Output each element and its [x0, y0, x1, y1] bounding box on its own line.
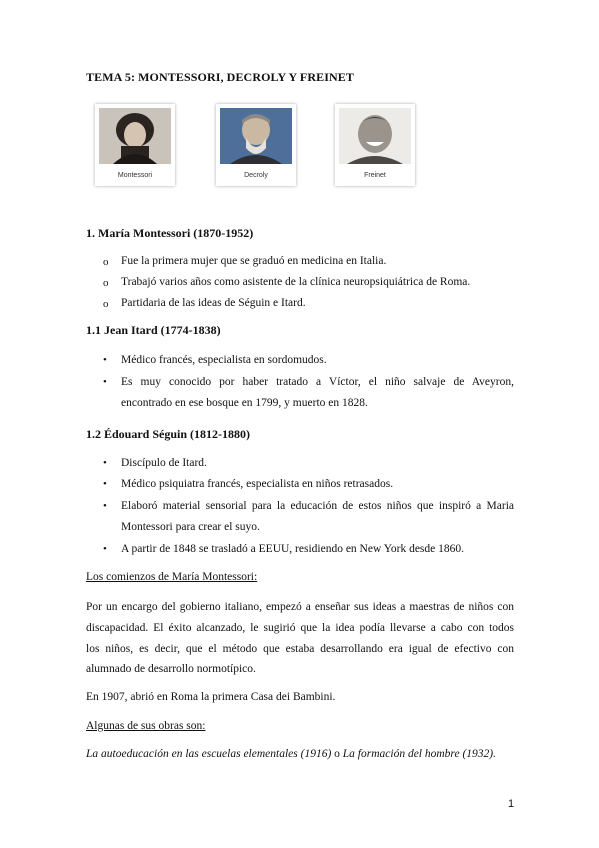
subsection-heading: Algunas de sus obras son: [86, 720, 206, 732]
photo-caption: Freinet [364, 172, 386, 179]
decroly-photo-card [216, 104, 296, 186]
paragraph: En 1907, abrió en Roma la primera Casa dei Bambini. [86, 691, 336, 703]
paragraph-line: discapacidad. El éxito alcanzado, le sugirió que la idea podía llevarse a cabo con todos [86, 621, 514, 634]
page-number: 1 [508, 798, 515, 810]
section-heading: 1.2 Édouard Séguin (1812-1880) [86, 427, 251, 441]
list-item-text: Es muy conocido por haber tratado a Víctor, el niño salvaje de Aveyron, [121, 376, 514, 388]
freinet-portrait-icon [339, 108, 411, 164]
list-item: Trabajó varios años como asistente de la clínica neuropsiquiátrica de Roma. [121, 276, 471, 288]
list-item-line [121, 500, 514, 512]
list-item: Partidaria de las ideas de Séguin e Itard. [121, 297, 306, 309]
connector-text: o [331, 748, 343, 760]
decroly-portrait-icon [220, 108, 292, 164]
circle-bullet-icon: o [103, 298, 109, 310]
works-line [86, 748, 496, 760]
montessori-portrait-icon [99, 108, 171, 164]
paragraph-line: Por un encargo del gobierno italiano, empezó a enseñar sus ideas a maestras de niños con [86, 601, 514, 613]
circle-bullet-icon: o [103, 277, 109, 289]
list-item-line: encontrado en ese bosque en 1799, y muerto en 1828. [121, 397, 368, 409]
freinet-photo-card [335, 104, 415, 186]
paragraph [86, 597, 514, 680]
paragraph-line: alumnado de desarrollo normotípico. [86, 663, 256, 676]
section-heading: 1. María Montessori (1870-1952) [86, 226, 254, 240]
list-item: Fue la primera mujer que se graduó en medicina en Italia. [121, 255, 387, 267]
list-item-text: Elaboró material sensorial para la educación de estos niños que inspiró a Maria [121, 500, 514, 512]
bullet-icon: • [103, 500, 107, 512]
photo-caption: Decroly [244, 172, 268, 179]
document-title: TEMA 5: MONTESSORI, DECROLY Y FREINET [86, 70, 354, 84]
montessori-photo-card [95, 104, 175, 186]
bullet-icon: • [103, 543, 107, 555]
list-item: Médico francés, especialista en sordomudos. [121, 354, 327, 366]
paragraph-line: los niños, es decir, que el método que estaba desarrollando era igual de efectivo con [86, 642, 514, 655]
list-item-line [121, 376, 514, 388]
list-item: A partir de 1848 se trasladó a EEUU, residiendo en New York desde 1860. [121, 543, 465, 555]
list-item-line: Montessori para crear el suyo. [121, 521, 260, 533]
list-item: Discípulo de Itard. [121, 457, 207, 469]
work-title: La formación del hombre (1932). [342, 748, 496, 760]
list-item: Médico psiquiatra francés, especialista en niños retrasados. [121, 478, 394, 490]
subsection-heading: Los comienzos de María Montessori: [86, 571, 258, 583]
bullet-icon: • [103, 457, 107, 469]
photo-caption: Montessori [117, 172, 153, 179]
bullet-icon: • [103, 376, 107, 388]
bullet-icon: • [103, 478, 107, 490]
bullet-icon: • [103, 354, 107, 366]
section-heading: 1.1 Jean Itard (1774-1838) [86, 323, 221, 337]
work-title: La autoeducación en las escuelas elementales (1916) [86, 748, 332, 760]
circle-bullet-icon: o [103, 256, 109, 268]
